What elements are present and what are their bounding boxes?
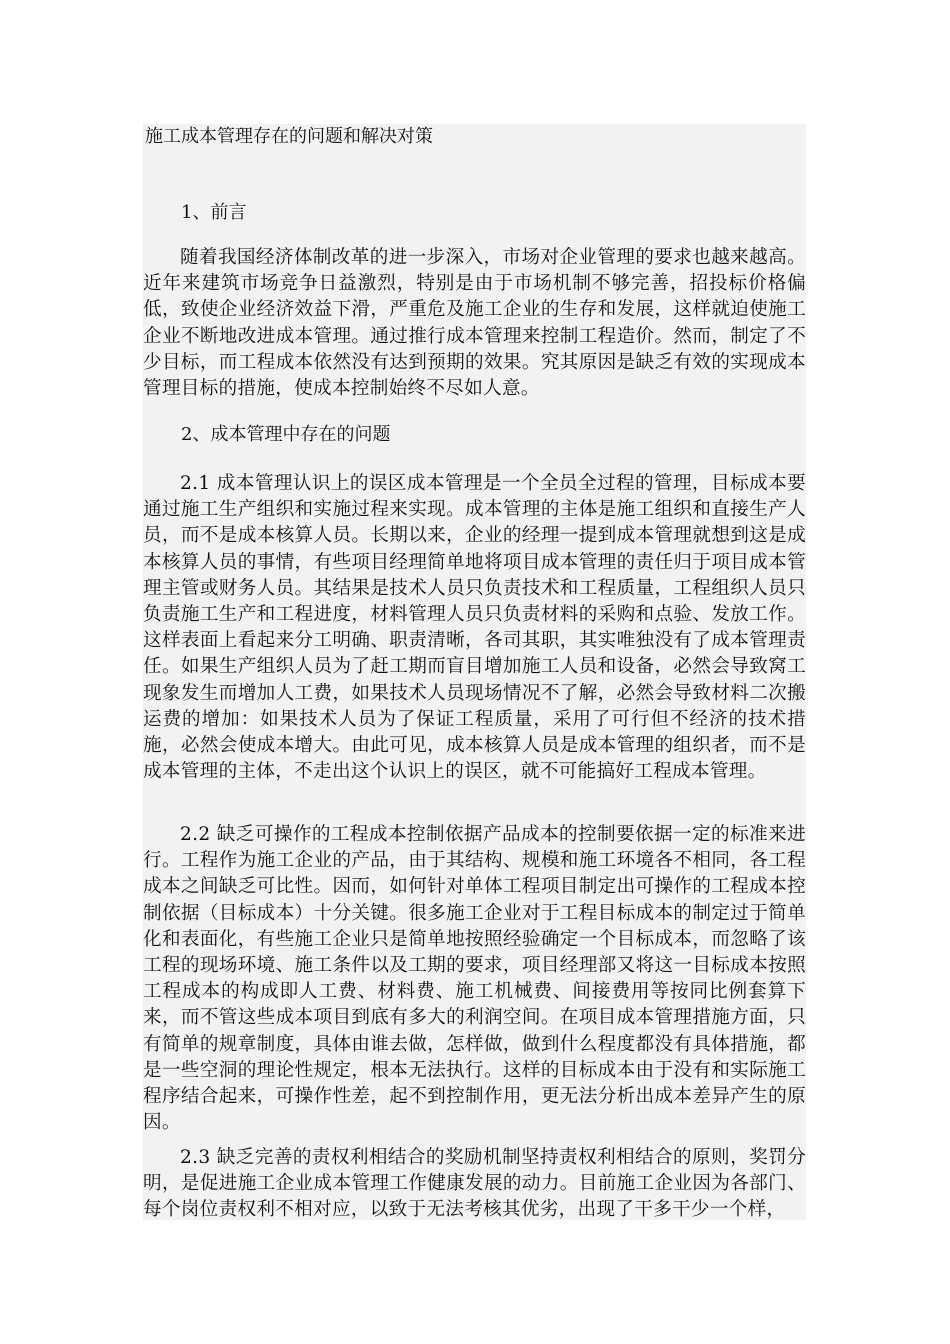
section-heading-problems: 2、成本管理中存在的问题	[181, 424, 391, 445]
paragraph-2-1: 2.1 成本管理认识上的误区成本管理是一个全员全过程的管理，目标成本要通过施工生产组织和实施过程来实现。成本管理的主体是施工组织和直接生产人员，而不是成本核算人员。长期以来，企业的经理一提到成本管理就想到这是成本核算人员的事情，有些项目经理简单地将项目成本管理的责任归于项目成本管理主管或财务人员。其结果是技术人员只负责技术和工程质量，工程组织人员只负责施工生产和工程进度，材料管理人员只负责材料的采购和点验、发放工作。这样表面上看起来分工明确、职责清晰，各司其职，其实唯独没有了成本管理责任。如果生产组织人员为了赶工期而盲目增加施工人员和设备，必然会导致窝工现象发生而增加人工费，如果技术人员现场情况不了解，必然会导致材料二次搬运费的增加：如果技术人员为了保证工程质量，采用了可行但不经济的技术措施，必然会使成本增大。由此可见，成本核算人员是成本管理的组织者，而不是成本管理的主体，不走出这个认识上的误区，就不可能搞好工程成本管理。	[143, 473, 806, 783]
document-content	[143, 124, 806, 1220]
section-heading-preface: 1、前言	[181, 202, 247, 223]
paragraph-2-3: 2.3 缺乏完善的责权利相结合的奖励机制坚持责权利相结合的原则，奖罚分明，是促进施工企业成本管理工作健康发展的动力。目前施工企业因为各部门、每个岗位责权利不相对应，以致于无法考核其优劣，出现了干多干少一个样，	[143, 1147, 806, 1220]
document-title: 施工成本管理存在的问题和解决对策	[145, 126, 433, 147]
paragraph-preface: 随着我国经济体制改革的进一步深入，市场对企业管理的要求也越来越高。近年来建筑市场竞争日益激烈，特别是由于市场机制不够完善，招投标价格偏低，致使企业经济效益下滑，严重危及施工企业的生存和发展，这样就迫使施工企业不断地改进成本管理。通过推行成本管理来控制工程造价。然而，制定了不少目标，而工程成本依然没有达到预期的效果。究其原因是缺乏有效的实现成本管理目标的措施，使成本控制始终不尽如人意。	[143, 247, 806, 400]
paragraph-2-2: 2.2 缺乏可操作的工程成本控制依据产品成本的控制要依据一定的标准来进行。工程作为施工企业的产品，由于其结构、规模和施工环境各不相同，各工程成本之间缺乏可比性。因而，如何针对单体工程项目制定出可操作的工程成本控制依据（目标成本）十分关键。很多施工企业对于工程目标成本的制定过于简单化和表面化，有些施工企业只是简单地按照经验确定一个目标成本，而忽略了该工程的现场环境、施工条件以及工期的要求，项目经理部又将这一目标成本按照工程成本的构成即人工费、材料费、施工机械费、间接费用等按同比例套算下来，而不管这些成本项目到底有多大的利润空间。在项目成本管理措施方面，只有简单的规章制度，具体由谁去做，怎样做，做到什么程度都没有具体措施，都是一些空洞的理论性规定，根本无法执行。这样的目标成本由于没有和实际施工程序结合起来，可操作性差，起不到控制作用，更无法分析出成本差异产生的原因。	[143, 824, 806, 1134]
